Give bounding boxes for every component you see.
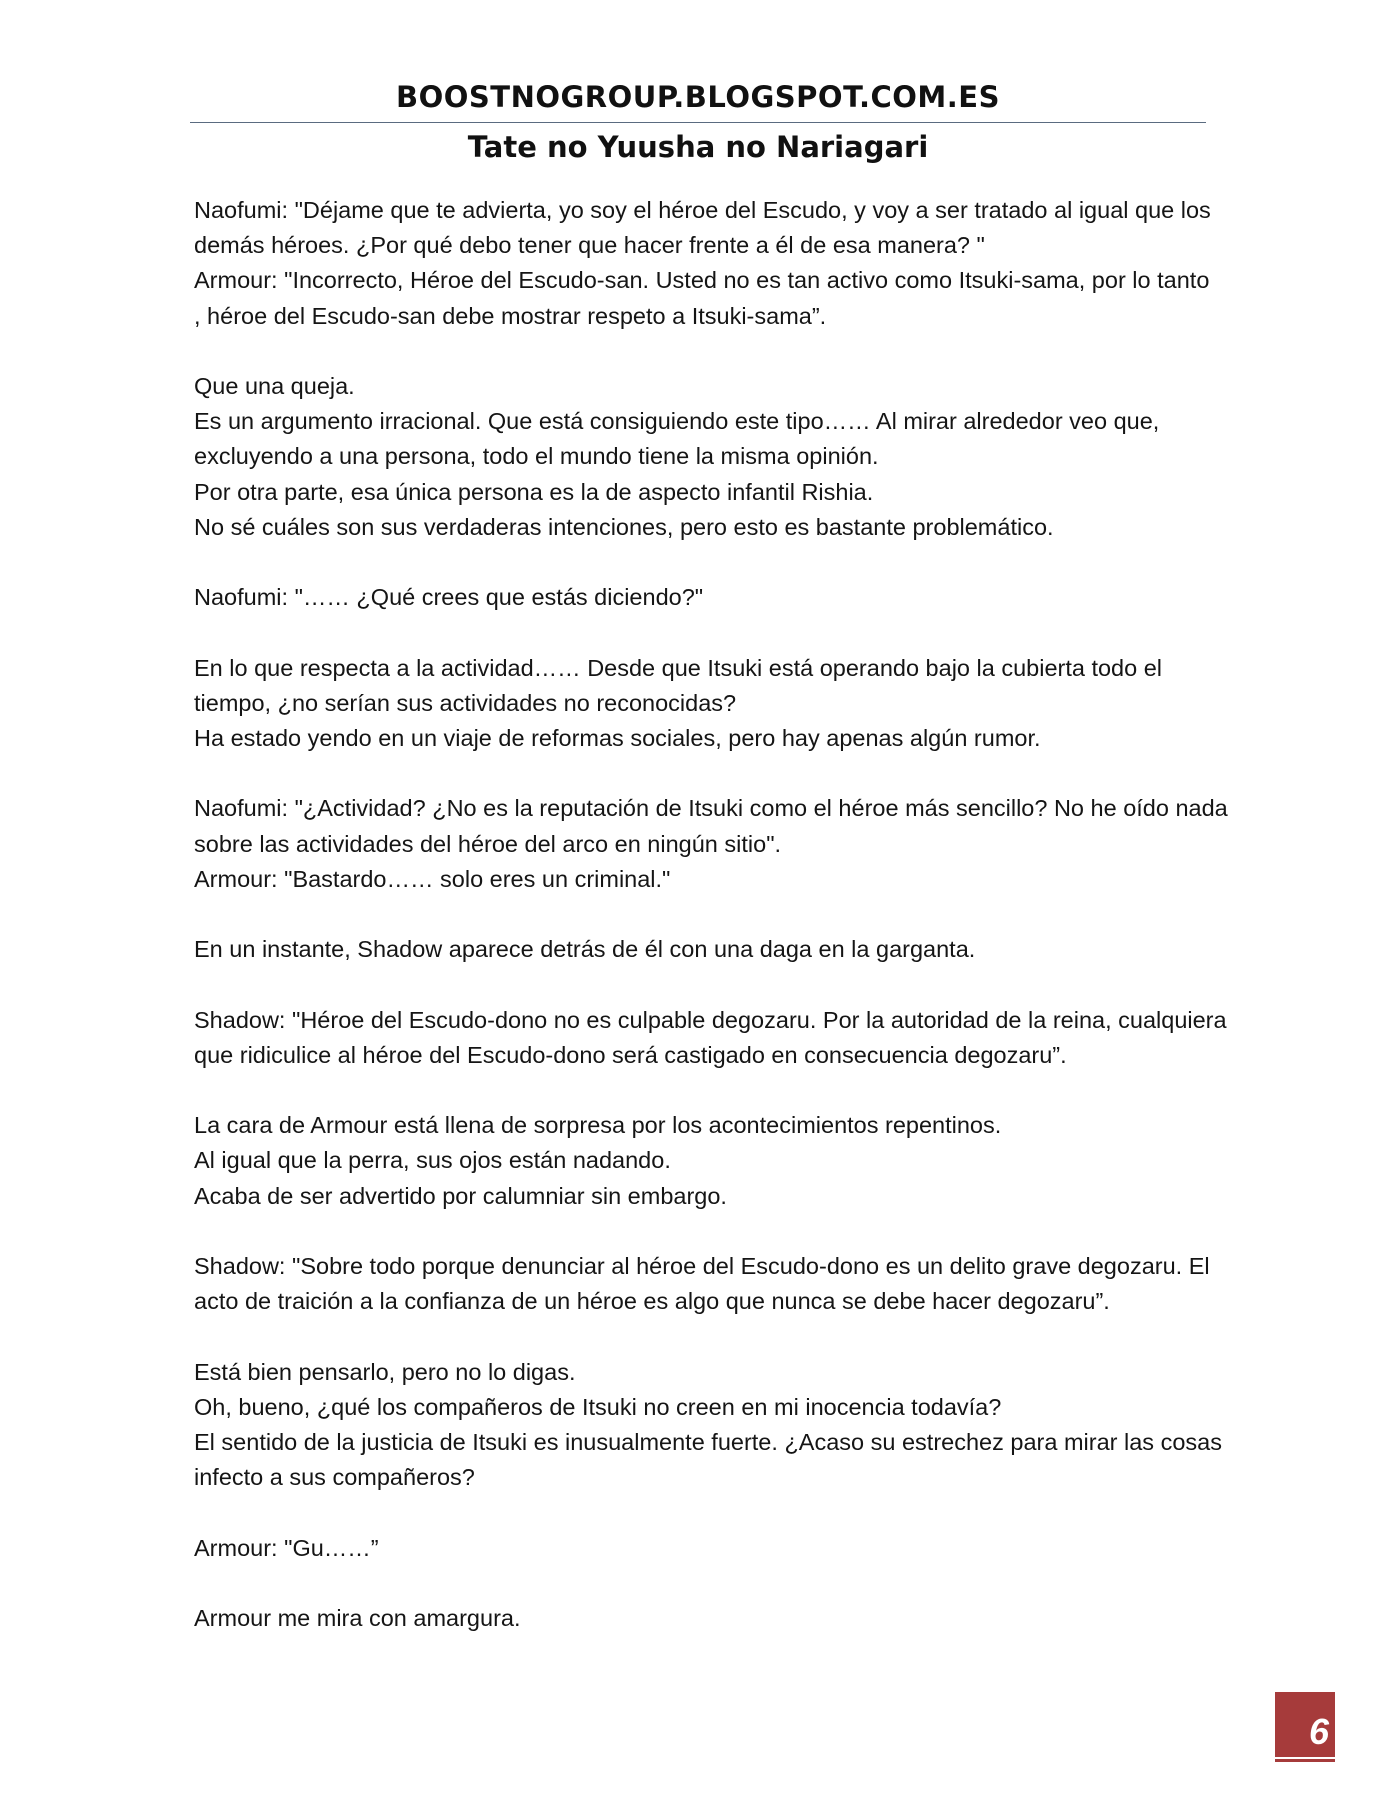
text-line: Armour me mira con amargura. [194, 1604, 521, 1631]
text-line: Shadow: "Sobre todo porque denunciar al héroe del Escudo-dono es un delito grave degozaru. El [194, 1252, 1210, 1279]
page-number: 6 [1308, 1711, 1329, 1752]
blank-line [194, 1566, 1204, 1601]
blank-line [194, 1495, 1204, 1530]
text-line: Al igual que la perra, sus ojos están nadando. [194, 1147, 671, 1174]
text-line: infecto a sus compañeros? [194, 1464, 475, 1491]
text-line: No sé cuáles son sus verdaderas intenciones, pero esto es bastante problemático. [194, 513, 1054, 540]
text-line: Armour: "Incorrecto, Héroe del Escudo-san. Usted no es tan activo como Itsuki-sama, por lo tanto [194, 267, 1210, 294]
page-number-badge [1275, 1692, 1335, 1757]
text-line: Ha estado yendo en un viaje de reformas sociales, pero hay apenas algún rumor. [194, 725, 1041, 751]
text-line: Armour: "Gu……” [194, 1534, 379, 1561]
site-header: BOOSTNOGROUP.BLOGSPOT.COM.ES [396, 80, 1000, 114]
text-line: excluyendo a una persona, todo el mundo tiene la misma opinión. [194, 443, 879, 470]
blank-line [194, 756, 1204, 791]
text-line: La cara de Armour está llena de sorpresa por los acontecimientos repentinos. [194, 1112, 1002, 1139]
text-line: Está bien pensarlo, pero no lo digas. [194, 1358, 576, 1385]
text-line: En un instante, Shadow aparece detrás de él con una daga en la garganta. [194, 936, 976, 963]
blank-line [194, 897, 1204, 932]
text-line: sobre las actividades del héroe del arco en ningún sitio". [194, 830, 782, 857]
text-line: Que una queja. [194, 373, 355, 399]
blank-line [194, 1073, 1204, 1108]
text-line: Oh, bueno, ¿qué los compañeros de Itsuki no creen en mi inocencia todavía? [194, 1393, 1002, 1420]
text-line: Naofumi: "¿Actividad? ¿No es la reputación de Itsuki como el héroe más sencillo? No he oído nada [194, 795, 1228, 822]
text-line: El sentido de la justicia de Itsuki es inusualmente fuerte. ¿Acaso su estrechez para mirar las cosas [194, 1428, 1222, 1455]
document-title: Tate no Yuusha no Nariagari [467, 130, 929, 164]
text-line: Naofumi: "Déjame que te advierta, yo soy el héroe del Escudo, y voy a ser tratado al igual que los [194, 197, 1211, 223]
text-line: Por otra parte, esa única persona es la de aspecto infantil Rishia. [194, 478, 874, 505]
text-line: Acaba de ser advertido por calumniar sin embargo. [194, 1182, 727, 1209]
blank-line [194, 967, 1204, 1002]
text-line: Armour: "Bastardo…… solo eres un criminal." [194, 865, 671, 892]
blank-line [194, 1319, 1204, 1354]
blank-line [194, 334, 1204, 369]
text-line: , héroe del Escudo-san debe mostrar respeto a Itsuki-sama”. [194, 302, 827, 329]
text-line: Es un argumento irracional. Que está consiguiendo este tipo…… Al mirar alrededor veo que, [194, 408, 1160, 435]
header-divider [190, 122, 1206, 123]
text-line: Shadow: "Héroe del Escudo-dono no es culpable degozaru. Por la autoridad de la reina, cualquiera [194, 1006, 1227, 1033]
text-line: que ridiculice al héroe del Escudo-dono será castigado en consecuencia degozaru”. [194, 1041, 1067, 1068]
text-line: tiempo, ¿no serían sus actividades no reconocidas? [194, 689, 737, 716]
blank-line [194, 545, 1204, 580]
text-line: Naofumi: "…… ¿Qué crees que estás diciendo?" [194, 584, 704, 611]
blank-line [194, 615, 1204, 650]
blank-line [194, 1214, 1204, 1249]
text-line: En lo que respecta a la actividad…… Desde que Itsuki está operando bajo la cubierta todo el [194, 654, 1163, 681]
text-line: demás héroes. ¿Por qué debo tener que hacer frente a él de esa manera? " [194, 232, 985, 259]
page-number-underline [1275, 1759, 1335, 1762]
body-text [194, 193, 1228, 1636]
text-line: acto de traición a la confianza de un héroe es algo que nunca se debe hacer degozaru”. [194, 1288, 1110, 1315]
